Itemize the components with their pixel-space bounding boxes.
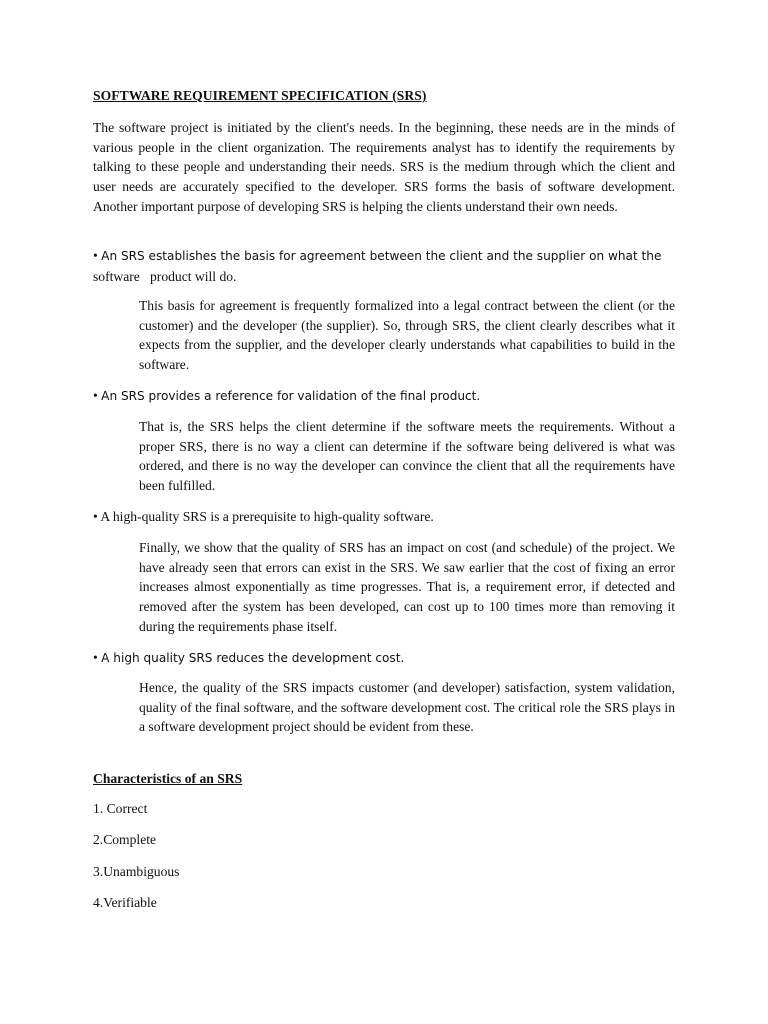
- bullet-text: A high-quality SRS is a prerequisite to high-quality software.: [100, 509, 434, 524]
- characteristic-item: 3.Unambiguous: [93, 864, 180, 879]
- bullet-text: A high quality SRS reduces the development cost.: [101, 651, 405, 665]
- bullet-validation: [93, 386, 675, 407]
- bullet-marker: •: [93, 509, 98, 524]
- characteristic-item: 2.Complete: [93, 832, 157, 847]
- bullet-marker: •: [93, 248, 98, 263]
- characteristics-heading: Characteristics of an SRS: [93, 771, 243, 786]
- intro-paragraph: The software project is initiated by the client's needs. In the beginning, these needs are in the minds of various people in the client organization. The requirements analyst has to identify the requirements by talking to these people and understanding their needs. SRS is the medium through which the client and user needs are accurately specified to the developer. SRS forms the basis of software development. Another important purpose of developing SRS is helping the clients understand their own needs.: [93, 120, 675, 214]
- bullet-marker: •: [93, 388, 98, 403]
- bullet-quality: [93, 507, 675, 527]
- bullet-marker: •: [93, 650, 98, 665]
- page-title: SOFTWARE REQUIREMENT SPECIFICATION (SRS): [93, 88, 427, 103]
- bullet-cost: [93, 648, 675, 669]
- bullet-detail-cost: Hence, the quality of the SRS impacts customer (and developer) satisfaction, system validation, quality of the final software, and the software development cost. The critical role the SRS plays in a software development project should be evident from these.: [139, 680, 675, 735]
- characteristic-item: 1. Correct: [93, 801, 148, 816]
- characteristic-item: 4.Verifiable: [93, 895, 157, 910]
- bullet-text: An SRS establishes the basis for agreement between the client and the supplier on what the: [101, 249, 662, 263]
- bullet-text-continued: software product will do.: [93, 268, 237, 284]
- bullet-agreement: [93, 246, 675, 286]
- bullet-detail-quality: Finally, we show that the quality of SRS has an impact on cost (and schedule) of the project. We have already seen that errors can exist in the SRS. We saw earlier that the cost of fixing an error increases almost exponentially as time progresses. That is, a requirement error, if detected and removed after the system has been developed, can cost up to 100 times more than removing it during the requirements phase itself.: [139, 540, 675, 634]
- bullet-detail-validation: That is, the SRS helps the client determine if the software meets the requirements. Without a proper SRS, there is no way a client can determine if the software being delivered is what was ordered, and there is no way the developer can convince the client that all the requirements have been fulfilled.: [139, 419, 675, 494]
- bullet-text: An SRS provides a reference for validation of the final product.: [101, 389, 481, 403]
- bullet-detail-agreement: This basis for agreement is frequently formalized into a legal contract between the client (or the customer) and the developer (the supplier). So, through SRS, the client clearly describes what it expects from the supplier, and the developer clearly understands what capabilities to build in the software.: [139, 298, 675, 373]
